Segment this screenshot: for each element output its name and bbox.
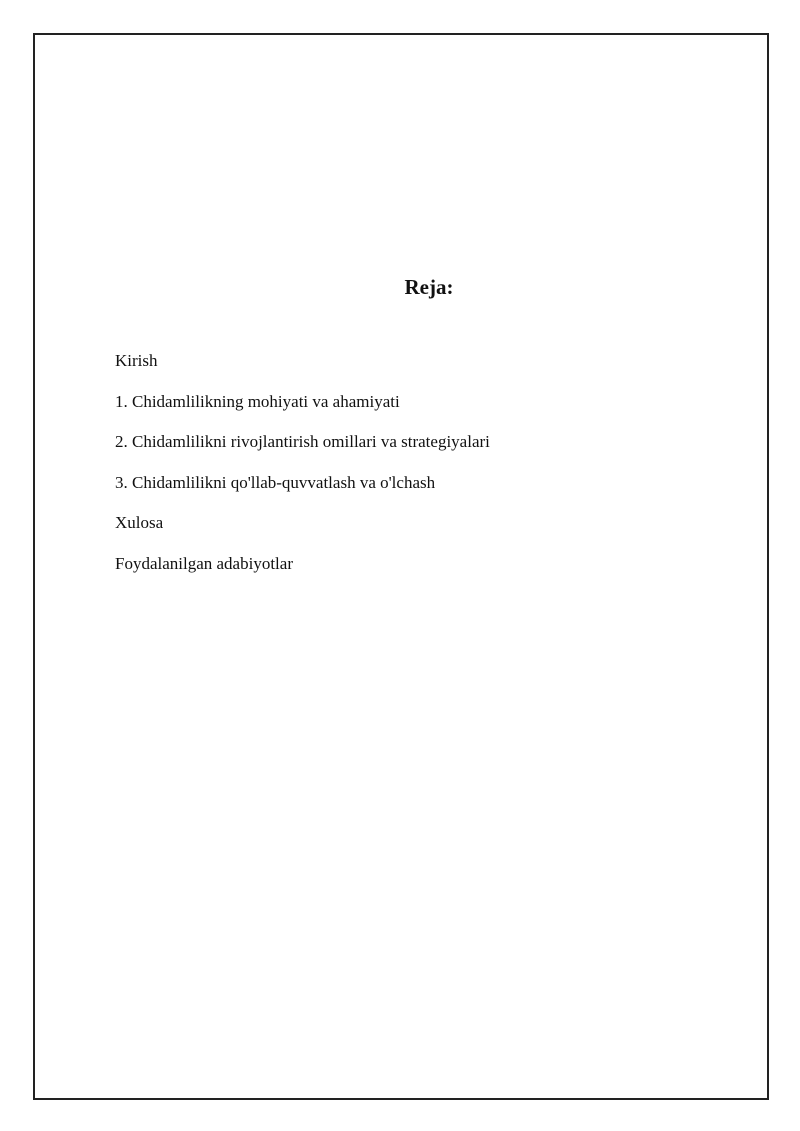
page-title: Reja: [404,275,454,299]
plan-item-chapter-1: 1. Chidamlilikning mohiyati va ahamiyati [115,391,400,411]
plan-item-references: Foydalanilgan adabiyotlar [115,553,293,573]
plan-list [115,350,490,593]
plan-item-introduction: Kirish [115,351,158,370]
plan-item-chapter-2: 2. Chidamlilikni rivojlantirish omillari va strategiyalari [115,432,490,451]
plan-item-chapter-3: 3. Chidamlilikni qo'llab-quvvatlash va o'lchash [115,472,436,492]
plan-item-conclusion: Xulosa [115,513,164,532]
